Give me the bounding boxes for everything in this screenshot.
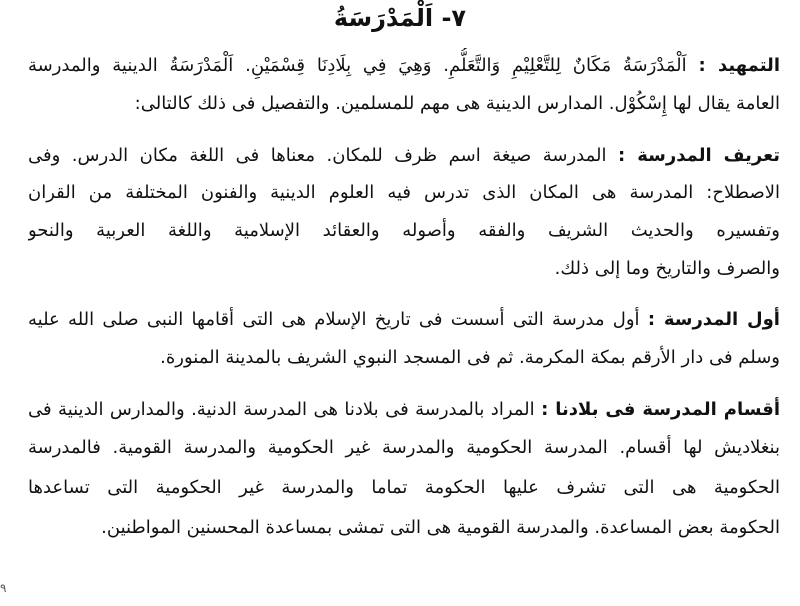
line-text: اَلْمَدْرَسَةُ مَكَانٌ لِلتَّعْلِيْمِ وَالتَّعَلُّمِ. وَهِيَ فِي بِلَادِنَا قِسْمَيْنِ. اَلْمَدْرَسَةُ الدينية والمدرسة [28, 55, 687, 76]
intro-heading: التمهيد : [698, 55, 780, 76]
definition-heading: تعريف المدرسة : [618, 145, 780, 166]
line-text: وتفسيره والحديث الشريف والفقه وأصوله والعقائد الإسلامية واللغة العربية والنحو [28, 220, 780, 241]
types-heading: أقسام المدرسة فى بلادنا : [541, 399, 780, 420]
line-text: المراد بالمدرسة فى بلادنا هى المدرسة الدنية. والمدارس الدينية فى [28, 399, 535, 420]
paragraph-intro-line-1 [28, 48, 780, 84]
first-school-heading: أول المدرسة : [647, 309, 780, 330]
line-text: العامة يقال لها إِسْكُوْل. المدارس الدينية هى مهم للمسلمين. والتفصيل فى ذلك كالتالى: [134, 93, 780, 114]
paragraph-types-line-4 [28, 510, 780, 546]
margin-page-mark: ٩ [0, 581, 7, 595]
paragraph-definition-line-2 [28, 175, 780, 211]
paragraph-types-line-3 [28, 470, 780, 506]
lesson-title: ٧- اَلْمَدْرَسَةُ [333, 4, 467, 32]
paragraph-first-school-line-2 [28, 340, 780, 376]
paragraph-types-line-2 [28, 430, 780, 466]
line-text: أول مدرسة التى أسست فى تاريخ الإسلام هى التى أقامها النبى صلى الله عليه [28, 309, 640, 330]
paragraph-first-school-line-1 [28, 302, 780, 338]
line-text: الحكومة بعض المساعدة. والمدرسة القومية هى التى تمشى بمساعدة المحسنين المواطنين. [101, 517, 780, 538]
line-text: الاصطلاح: المدرسة هى المكان الذى تدرس فيه العلوم الدينية والفنون المختلفة من القران [28, 182, 780, 203]
line-text: وسلم فى دار الأرقم بمكة المكرمة. ثم فى المسجد النبوي الشريف بالمدينة المنورة. [160, 347, 780, 368]
line-text: بنغلاديش لها أقسام. المدرسة الحكومية والمدرسة غير الحكومية والمدرسة القومية. فالمدرسة [28, 437, 780, 458]
line-text: المدرسة صيغة اسم ظرف للمكان. معناها فى اللغة مكان الدرس. وفى [28, 145, 607, 166]
paragraph-definition-line-3 [28, 213, 780, 249]
paragraph-types-line-1 [28, 392, 780, 428]
paragraph-intro-line-2 [28, 86, 780, 122]
line-text: الحكومية هى التى تشرف عليها الحكومة تماما والمدرسة غير الحكومية التى تساعدها [28, 477, 780, 498]
paragraph-definition-line-1 [28, 138, 780, 174]
paragraph-definition-line-4 [28, 251, 780, 287]
line-text: والصرف والتاريخ وما إلى ذلك. [554, 258, 780, 279]
